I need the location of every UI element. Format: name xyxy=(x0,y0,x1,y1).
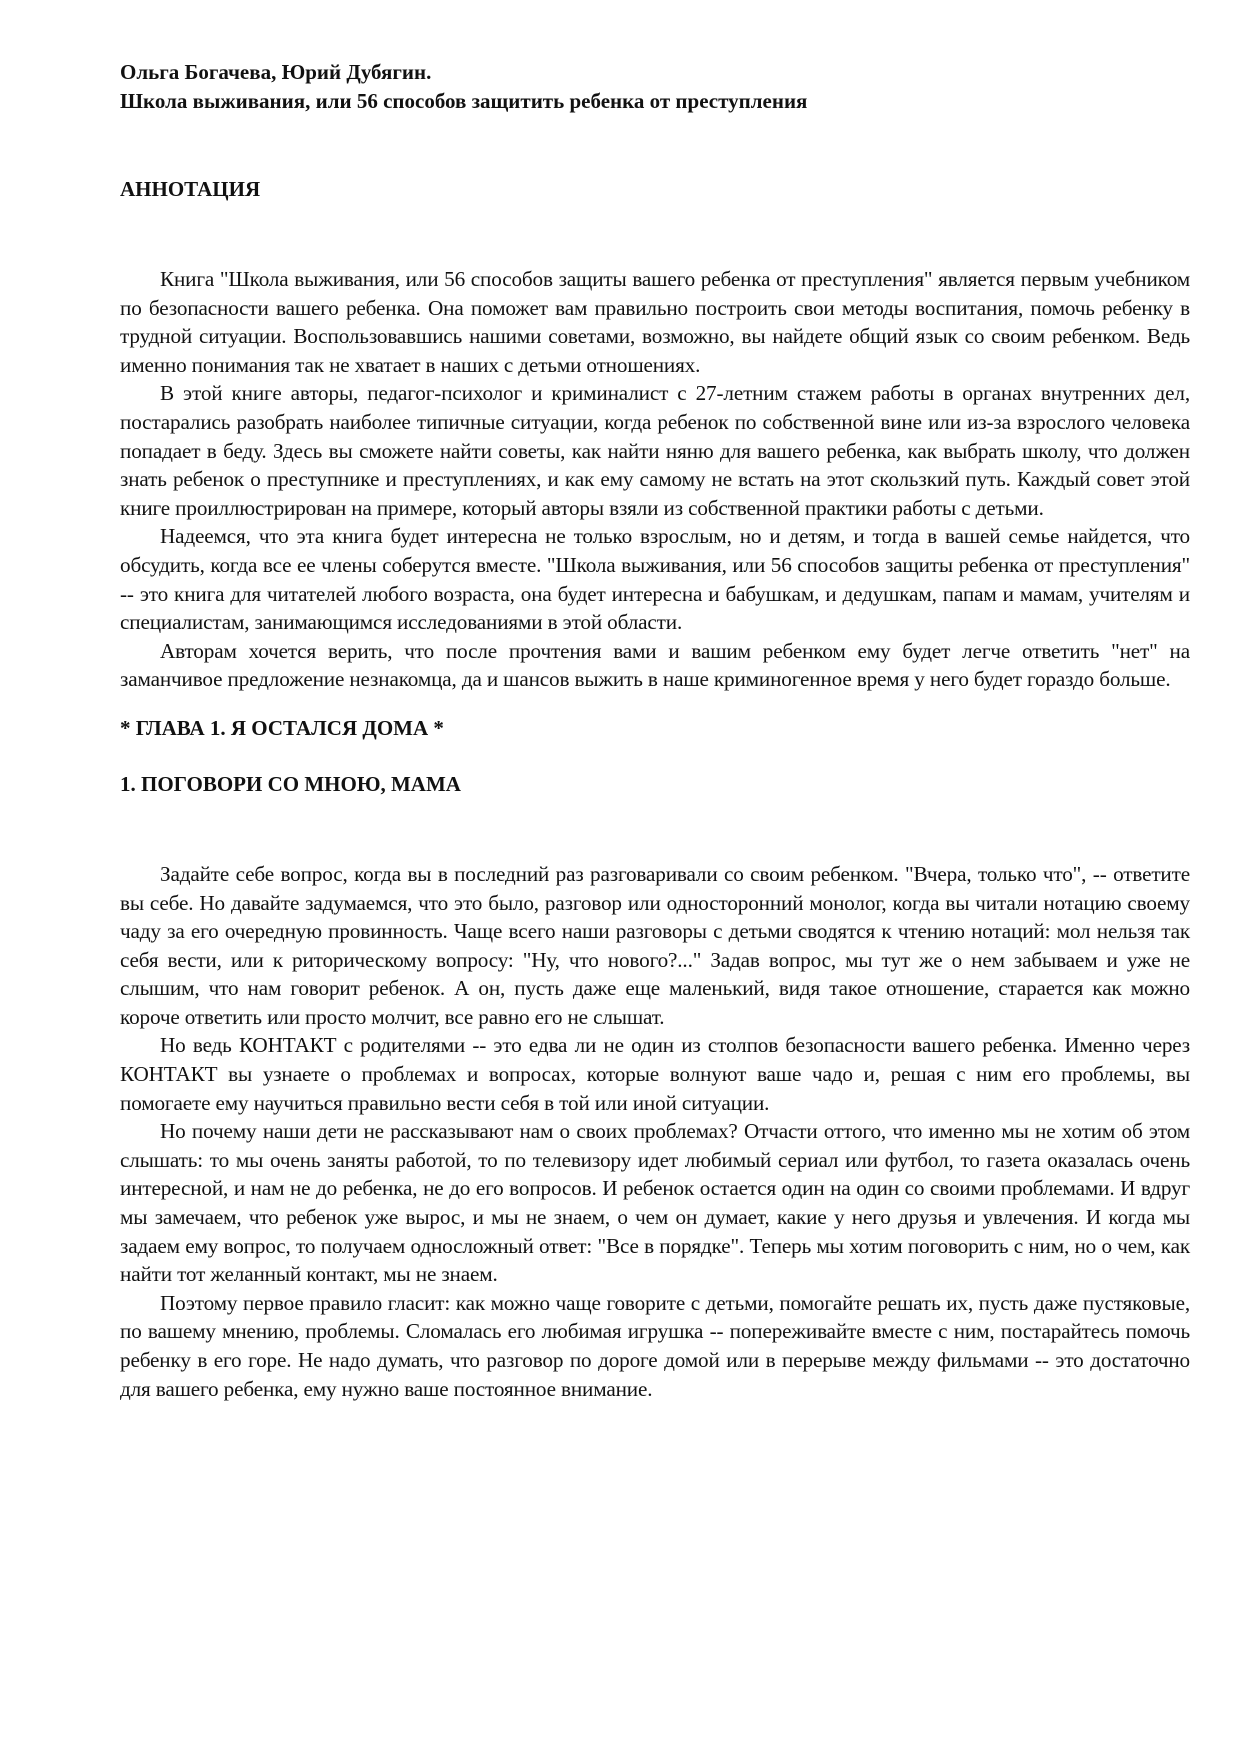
annotation-paragraph: Книга "Школа выживания, или 56 способов защиты вашего ребенка от преступления" является первым учебником по безопасности вашего ребенка. Она поможет вам правильно построить свои методы воспитания, помочь ребенку в трудной ситуации. Воспользовавшись нашими советами, возможно, вы найдете общий язык со своим ребенком. Ведь именно понимания так не хватает в наших с детьми отношениях. xyxy=(120,267,1190,377)
section-paragraph: Но почему наши дети не рассказывают нам о своих проблемах? Отчасти оттого, что именно мы не хотим об этом слышать: то мы очень заняты работой, то по телевизору идет любимый сериал или футбол, то газета оказалась очень интересной, и нам не до ребенка, не до его вопросов. И ребенок остается один на один со своими проблемами. И вдруг мы замечаем, что ребенок уже вырос, и мы не знаем, о чем он думает, какие у него друзья и увлечения. И когда мы задаем ему вопрос, то получаем односложный ответ: "Все в порядке". Теперь мы хотим поговорить с ним, но о чем, как найти тот желанный контакт, мы не знаем. xyxy=(120,1119,1190,1287)
authors-line: Ольга Богачева, Юрий Дубягин. xyxy=(120,60,432,84)
section-heading: 1. ПОГОВОРИ СО МНОЮ, МАМА xyxy=(120,771,461,796)
annotation-heading: АННОТАЦИЯ xyxy=(120,177,261,201)
chapter-heading: * ГЛАВА 1. Я ОСТАЛСЯ ДОМА * xyxy=(120,715,444,740)
title-block xyxy=(120,58,1190,116)
book-title: Школа выживания, или 56 способов защитить ребенка от преступления xyxy=(120,89,808,113)
section-paragraph: Поэтому первое правило гласит: как можно чаще говорите с детьми, помогайте решать их, пусть даже пустяковые, по вашему мнению, проблемы. Сломалась его любимая игрушка -- попереживайте вместе с ним, постарайтесь помочь ребенку в его горе. Не надо думать, что разговор по дороге домой или в перерыве между фильмами -- это достаточно для вашего ребенка, ему нужно ваше постоянное внимание. xyxy=(120,1290,1190,1401)
annotation-paragraph: В этой книге авторы, педагог-психолог и криминалист с 27-летним стажем работы в органах внутренних дел, постарались разобрать наиболее типичные ситуации, когда ребенок по собственной вине или из-за взрослого человека попадает в беду. Здесь вы сможете найти советы, как найти няню для вашего ребенка, как выбрать школу, что должен знать ребенок о преступнике и преступлениях, и как ему самому не встать на этот скользкий путь. Каждый совет этой книге проиллюстрирован на примере, который авторы взяли из собственной практики работы с детьми. xyxy=(120,381,1190,520)
section-body xyxy=(120,860,1190,1403)
annotation-body xyxy=(120,265,1190,694)
document-page xyxy=(120,58,1190,1403)
section-paragraph: Задайте себе вопрос, когда вы в последний раз разговаривали со своим ребенком. "Вчера, только что", -- ответите вы себе. Но давайте задумаемся, что это было, разговор или односторонний монолог, когда вы читали нотацию своему чаду за его очередную провинность. Чаще всего наши разговоры с детьми сводятся к чтению нотаций: мол нельзя так себя вести, или к риторическому вопросу: "Ну, что нового?..." Задав вопрос, мы тут же о нем забываем и уже не слышим, что нам говорит ребенок. А он, пусть даже еще маленький, видя такое отношение, старается как можно короче ответить или просто молчит, все равно его не слышат. xyxy=(120,861,1190,1029)
annotation-paragraph: Надеемся, что эта книга будет интересна не только взрослым, но и детям, и тогда в вашей семье найдется, что обсудить, когда все ее члены соберутся вместе. "Школа выживания, или 56 способов защиты ребенка от преступления" -- это книга для читателей любого возраста, она будет интересна и бабушкам, и дедушкам, папам и мамам, учителям и специалистам, занимающимся исследованиями в этой области. xyxy=(120,524,1190,635)
annotation-paragraph: Авторам хочется верить, что после прочтения вами и вашим ребенком ему будет легче ответить "нет" на заманчивое предложение незнакомца, да и шансов выжить в наше криминогенное время у него будет гораздо больше. xyxy=(120,638,1190,692)
section-paragraph: Но ведь КОНТАКТ с родителями -- это едва ли не один из столпов безопасности вашего ребенка. Именно через КОНТАКТ вы узнаете о проблемах и вопросах, которые волнуют ваше чадо и, решая с ним его проблемы, вы помогаете ему научиться правильно вести себя в той или иной ситуации. xyxy=(120,1033,1190,1115)
